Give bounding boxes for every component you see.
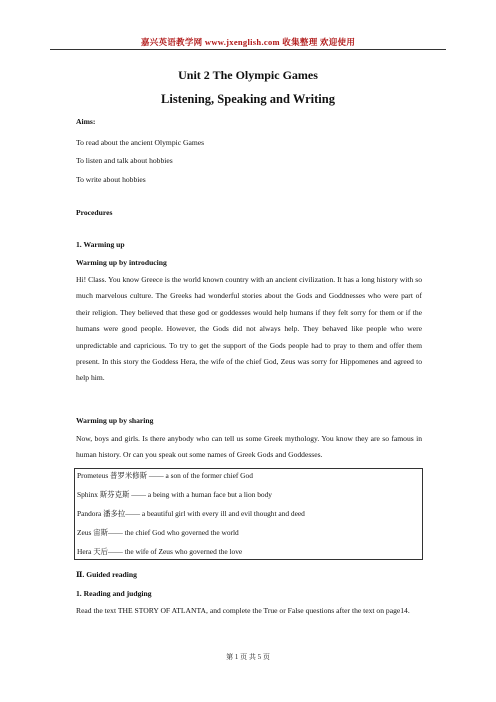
section-guided-reading: Ⅱ. Guided reading xyxy=(76,570,137,579)
god-entry: Prometeus 普罗米修斯 —— a son of the former chief God xyxy=(77,471,253,480)
unit-title: Unit 2 The Olympic Games xyxy=(178,68,318,82)
aim-item: To read about the ancient Olympic Games xyxy=(76,138,205,147)
warming-sharing-heading: Warming up by sharing xyxy=(76,416,154,425)
warming-intro-heading: Warming up by introducing xyxy=(76,258,167,267)
header-divider xyxy=(50,49,446,50)
warming-sharing-text: Now, boys and girls. Is there anybody who can tell us some Greek mythology. You know they are so famous in human history. Or can you speak out some names of Greek Gods and Goddesses. xyxy=(76,434,422,460)
warming-intro-text: Hi! Class. You know Greece is the world known country with an ancient civilization. It has a long history with so much marvelous culture. The Greeks had wonderful stories about the Gods and Goddnesses who were part of their religion. They believed that these god or goddesses would help humans if they felt sorry for them or if the humans were good people. However, the Gods did not always help. They behaved like people who were unpredictable and capricious. To try to get the support of the Gods people had to pray to them and offer them present. In this story the Goddess Hera, the wife of the chief God, Zeus was sorry for Hippomenes and agreed to help him. xyxy=(76,275,422,383)
section-warming-up: 1. Warming up xyxy=(76,240,125,249)
god-entry: Sphinx 斯芬克斯 —— a being with a human face but a lion body xyxy=(77,490,273,499)
god-entry: Zeus 宙斯—— the chief God who governed the world xyxy=(77,528,239,537)
aim-item: To listen and talk about hobbies xyxy=(76,156,173,165)
reading-instructions: Read the text THE STORY OF ATLANTA, and complete the True or False questions after the text on page14. xyxy=(76,606,410,615)
page-footer: 第 1 页 共 5 页 xyxy=(226,653,270,661)
page-header: 嘉兴英语教学网 www.jxenglish.com 收集整理 欢迎使用 xyxy=(140,37,356,47)
god-entry: Hera 天后—— the wife of Zeus who governed the love xyxy=(77,547,243,556)
gods-table xyxy=(74,468,423,560)
aims-heading: Aims: xyxy=(76,117,96,126)
lesson-title: Listening, Speaking and Writing xyxy=(161,92,335,106)
aim-item: To write about hobbies xyxy=(76,175,146,184)
reading-judging-heading: 1. Reading and judging xyxy=(76,589,152,598)
god-entry: Pandora 潘多拉—— a beautiful girl with every ill and evil thought and deed xyxy=(77,509,305,518)
procedures-heading: Procedures xyxy=(76,208,113,217)
